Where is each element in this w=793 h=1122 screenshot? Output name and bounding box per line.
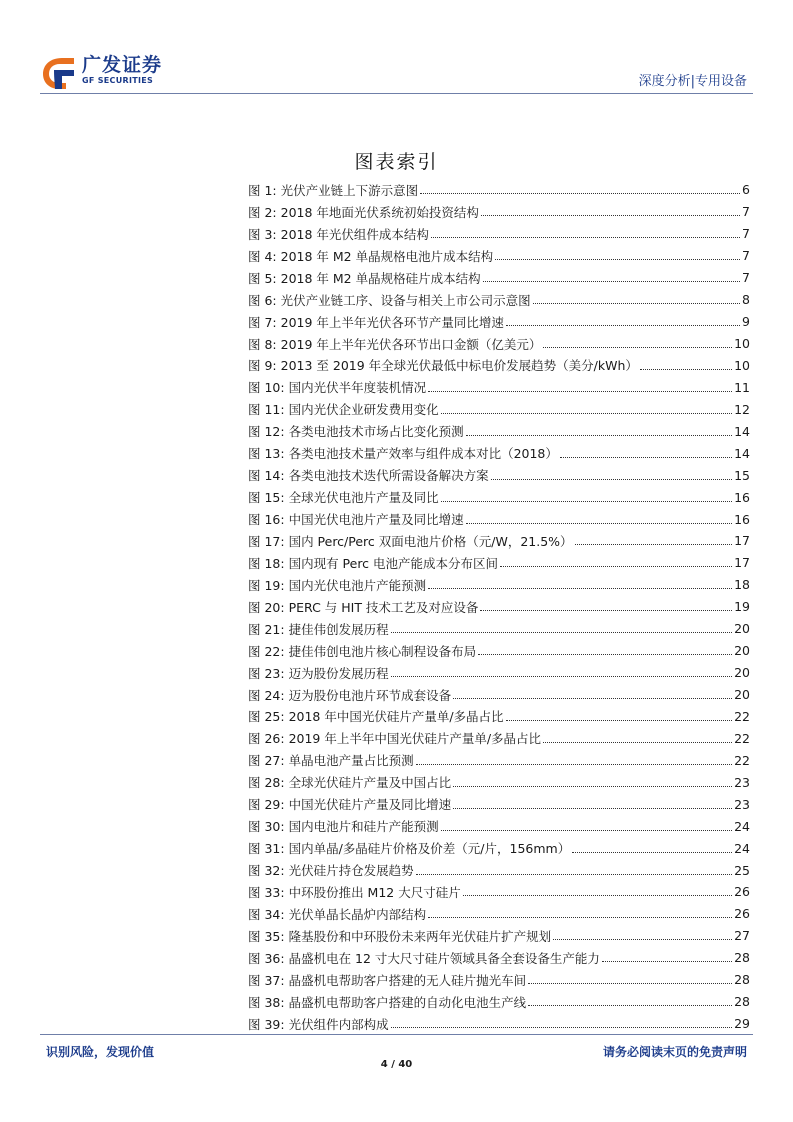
- toc-leader-dots: [480, 610, 732, 611]
- toc-leader-dots: [441, 830, 733, 831]
- toc-entry-label: 图 28: 全球光伏硅片产量及中国占比: [248, 775, 452, 791]
- toc-entry-page: 26: [734, 884, 750, 900]
- toc-leader-dots: [441, 501, 733, 502]
- toc-leader-dots: [500, 566, 732, 567]
- toc-entry-page: 20: [734, 687, 750, 703]
- toc-entry-page: 28: [734, 994, 750, 1010]
- toc-leader-dots: [528, 1005, 732, 1006]
- toc-entry-page: 10: [734, 336, 750, 352]
- toc-entry-page: 22: [734, 708, 750, 724]
- toc-entry-label: 图 26: 2019 年上半年中国光伏硅片产量单/多晶占比: [248, 731, 542, 747]
- toc-leader-dots: [572, 852, 732, 853]
- toc-entry-label: 图 20: PERC 与 HIT 技术工艺及对应设备: [248, 599, 479, 615]
- toc-entry[interactable]: [248, 640, 750, 662]
- toc-entry-page: 23: [734, 796, 750, 812]
- toc-entry-label: 图 3: 2018 年光伏组件成本结构: [248, 226, 429, 242]
- toc-entry-label: 图 32: 光伏硅片持仓发展趋势: [248, 863, 414, 879]
- toc-entry-label: 图 22: 捷佳伟创电池片核心制程设备布局: [248, 643, 477, 659]
- toc-entry-page: 26: [734, 906, 750, 922]
- toc-entry-label: 图 5: 2018 年 M2 单晶规格硅片成本结构: [248, 270, 481, 286]
- toc-entry-label: 图 4: 2018 年 M2 单晶规格电池片成本结构: [248, 248, 494, 264]
- toc-leader-dots: [431, 237, 740, 238]
- toc-leader-dots: [543, 742, 732, 743]
- toc-leader-dots: [466, 435, 733, 436]
- toc-leader-dots: [466, 523, 733, 524]
- toc-entry-label: 图 13: 各类电池技术量产效率与组件成本对比（2018）: [248, 446, 558, 462]
- toc-entry[interactable]: [248, 442, 750, 464]
- toc-entry-page: 28: [734, 972, 750, 988]
- toc-entry-label: 图 30: 国内电池片和硅片产能预测: [248, 819, 439, 835]
- brand-name: 广发证券: [82, 54, 163, 76]
- toc-entry[interactable]: [248, 1013, 750, 1035]
- toc-entry-page: 20: [734, 621, 750, 637]
- toc-entry[interactable]: [248, 859, 750, 881]
- toc-entry[interactable]: [248, 333, 750, 355]
- toc-entry[interactable]: [248, 508, 750, 530]
- toc-entry-label: 图 9: 2013 至 2019 年全球光伏最低中标电价发展趋势（美分/kWh）: [248, 358, 638, 374]
- toc-entry[interactable]: [248, 398, 750, 420]
- toc-entry-page: 29: [734, 1016, 750, 1032]
- toc-entry-label: 图 23: 迈为股份发展历程: [248, 665, 389, 681]
- toc-leader-dots: [481, 215, 740, 216]
- toc-entry[interactable]: [248, 991, 750, 1013]
- toc-entry-label: 图 29: 中国光伏硅片产量及同比增速: [248, 797, 452, 813]
- toc-leader-dots: [453, 786, 732, 787]
- toc-entry-page: 12: [734, 401, 750, 417]
- toc-entry[interactable]: [248, 486, 750, 508]
- toc-entry[interactable]: [248, 245, 750, 267]
- toc-leader-dots: [640, 369, 732, 370]
- toc-entry[interactable]: [248, 815, 750, 837]
- toc-entry-page: 24: [734, 818, 750, 834]
- toc-leader-dots: [416, 874, 733, 875]
- toc-entry-label: 图 18: 国内现有 Perc 电池产能成本分布区间: [248, 555, 499, 571]
- toc-entry-page: 24: [734, 840, 750, 856]
- toc-entry-page: 22: [734, 752, 750, 768]
- toc-entry-page: 16: [734, 489, 750, 505]
- toc-entry-label: 图 11: 国内光伏企业研发费用变化: [248, 402, 439, 418]
- toc-entry[interactable]: [248, 662, 750, 684]
- toc-entry[interactable]: [248, 267, 750, 289]
- toc-entry-page: 20: [734, 643, 750, 659]
- toc-entry-label: 图 7: 2019 年上半年光伏各环节产量同比增速: [248, 314, 504, 330]
- toc-leader-dots: [391, 676, 733, 677]
- toc-entry[interactable]: [248, 311, 750, 333]
- brand-name-en: GF SECURITIES: [82, 76, 154, 85]
- figure-index-list: [248, 179, 750, 1035]
- toc-entry-page: 14: [734, 445, 750, 461]
- toc-entry[interactable]: [248, 925, 750, 947]
- footer-divider: [40, 1034, 753, 1035]
- toc-entry-label: 图 35: 隆基股份和中环股份未来两年光伏硅片扩产规划: [248, 928, 552, 944]
- toc-entry-label: 图 15: 全球光伏电池片产量及同比: [248, 490, 439, 506]
- toc-leader-dots: [528, 983, 732, 984]
- toc-entry[interactable]: [248, 881, 750, 903]
- toc-entry-label: 图 33: 中环股份推出 M12 大尺寸硅片: [248, 884, 461, 900]
- toc-entry-page: 8: [742, 292, 750, 308]
- toc-entry-label: 图 12: 各类电池技术市场占比变化预测: [248, 424, 464, 440]
- toc-entry-label: 图 6: 光伏产业链工序、设备与相关上市公司示意图: [248, 292, 531, 308]
- toc-leader-dots: [463, 895, 732, 896]
- toc-entry[interactable]: [248, 947, 750, 969]
- toc-entry-page: 28: [734, 950, 750, 966]
- toc-entry[interactable]: [248, 903, 750, 925]
- toc-entry-label: 图 37: 晶盛机电帮助客户搭建的无人硅片抛光车间: [248, 972, 527, 988]
- toc-leader-dots: [391, 632, 733, 633]
- toc-entry[interactable]: [248, 684, 750, 706]
- toc-leader-dots: [506, 720, 733, 721]
- toc-leader-dots: [478, 654, 732, 655]
- toc-entry-page: 7: [742, 270, 750, 286]
- toc-entry[interactable]: [248, 464, 750, 486]
- page-number: 4 / 40: [380, 1059, 413, 1070]
- toc-entry[interactable]: [248, 420, 750, 442]
- toc-leader-dots: [483, 281, 740, 282]
- toc-entry-label: 图 39: 光伏组件内部构成: [248, 1016, 389, 1032]
- toc-entry[interactable]: [248, 727, 750, 749]
- toc-leader-dots: [416, 764, 733, 765]
- toc-entry[interactable]: [248, 706, 750, 728]
- toc-entry[interactable]: [248, 223, 750, 245]
- toc-leader-dots: [391, 1027, 733, 1028]
- toc-entry[interactable]: [248, 618, 750, 640]
- toc-entry-page: 6: [742, 182, 750, 198]
- page-title: 图表索引: [354, 151, 439, 173]
- toc-entry-label: 图 10: 国内光伏半年度装机情况: [248, 380, 427, 396]
- toc-entry-page: 7: [742, 204, 750, 220]
- toc-leader-dots: [602, 961, 732, 962]
- toc-entry-page: 10: [734, 357, 750, 373]
- toc-entry[interactable]: [248, 179, 750, 201]
- toc-entry-label: 图 2: 2018 年地面光伏系统初始投资结构: [248, 204, 479, 220]
- toc-leader-dots: [533, 303, 740, 304]
- toc-leader-dots: [453, 808, 732, 809]
- toc-leader-dots: [575, 544, 733, 545]
- toc-entry[interactable]: [248, 289, 750, 311]
- toc-entry[interactable]: [248, 793, 750, 815]
- header-divider: [40, 93, 753, 94]
- toc-entry-page: 14: [734, 423, 750, 439]
- toc-entry-label: 图 25: 2018 年中国光伏硅片产量单/多晶占比: [248, 709, 504, 725]
- toc-leader-dots: [453, 698, 732, 699]
- toc-entry[interactable]: [248, 355, 750, 377]
- toc-entry-page: 25: [734, 862, 750, 878]
- toc-leader-dots: [495, 259, 740, 260]
- toc-entry-page: 11: [734, 379, 750, 395]
- toc-entry-page: 15: [734, 467, 750, 483]
- toc-entry-page: 20: [734, 665, 750, 681]
- toc-entry[interactable]: [248, 837, 750, 859]
- toc-entry-label: 图 19: 国内光伏电池片产能预测: [248, 577, 427, 593]
- toc-entry-label: 图 31: 国内单晶/多晶硅片价格及价差（元/片，156mm）: [248, 841, 571, 857]
- toc-entry-page: 17: [734, 533, 750, 549]
- toc-entry-label: 图 17: 国内 Perc/Perc 双面电池片价格（元/W，21.5%）: [248, 533, 573, 549]
- toc-leader-dots: [491, 479, 733, 480]
- toc-entry-label: 图 16: 中国光伏电池片产量及同比增速: [248, 512, 464, 528]
- toc-leader-dots: [428, 588, 732, 589]
- footer-disclaimer: 请务必阅读末页的免责声明: [602, 1045, 747, 1059]
- toc-entry-page: 16: [734, 511, 750, 527]
- toc-entry-label: 图 21: 捷佳伟创发展历程: [248, 621, 389, 637]
- toc-entry-page: 17: [734, 555, 750, 571]
- toc-leader-dots: [553, 939, 732, 940]
- toc-entry-page: 22: [734, 730, 750, 746]
- toc-leader-dots: [506, 325, 740, 326]
- toc-entry-label: 图 27: 单晶电池产量占比预测: [248, 753, 414, 769]
- toc-entry[interactable]: [248, 596, 750, 618]
- report-type: 深度分析|专用设备: [638, 74, 747, 89]
- toc-entry-label: 图 24: 迈为股份电池片环节成套设备: [248, 687, 452, 703]
- toc-entry-label: 图 38: 晶盛机电帮助客户搭建的自动化电池生产线: [248, 994, 527, 1010]
- toc-entry[interactable]: [248, 552, 750, 574]
- toc-entry-page: 9: [742, 314, 750, 330]
- toc-entry[interactable]: [248, 969, 750, 991]
- toc-leader-dots: [441, 413, 733, 414]
- toc-entry[interactable]: [248, 530, 750, 552]
- toc-entry-label: 图 34: 光伏单晶长晶炉内部结构: [248, 906, 427, 922]
- toc-entry[interactable]: [248, 376, 750, 398]
- toc-entry-page: 19: [734, 599, 750, 615]
- toc-entry[interactable]: [248, 771, 750, 793]
- toc-entry-label: 图 8: 2019 年上半年光伏各环节出口金额（亿美元）: [248, 336, 542, 352]
- footer-slogan: 识别风险，发现价值: [46, 1045, 155, 1059]
- toc-entry-page: 18: [734, 577, 750, 593]
- toc-leader-dots: [420, 193, 740, 194]
- toc-entry-page: 27: [734, 928, 750, 944]
- toc-entry[interactable]: [248, 749, 750, 771]
- toc-entry[interactable]: [248, 201, 750, 223]
- toc-entry-label: 图 14: 各类电池技术迭代所需设备解决方案: [248, 468, 489, 484]
- toc-entry[interactable]: [248, 574, 750, 596]
- toc-leader-dots: [543, 347, 732, 348]
- toc-entry-label: 图 36: 晶盛机电在 12 寸大尺寸硅片领域具备全套设备生产能力: [248, 950, 600, 966]
- toc-entry-page: 7: [742, 226, 750, 242]
- toc-leader-dots: [560, 457, 732, 458]
- toc-leader-dots: [428, 391, 732, 392]
- toc-leader-dots: [428, 917, 732, 918]
- toc-entry-page: 23: [734, 774, 750, 790]
- toc-entry-page: 7: [742, 248, 750, 264]
- toc-entry-label: 图 1: 光伏产业链上下游示意图: [248, 182, 419, 198]
